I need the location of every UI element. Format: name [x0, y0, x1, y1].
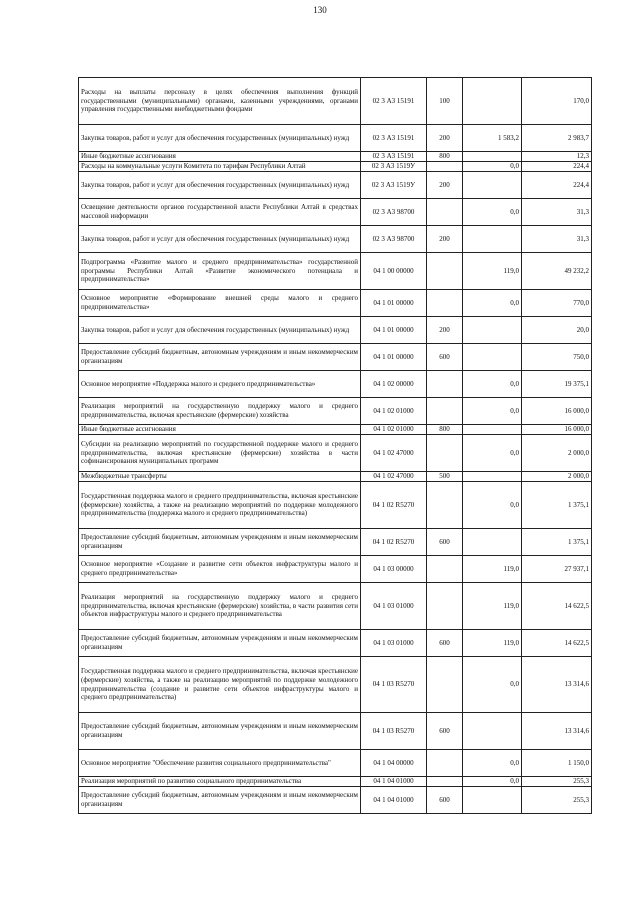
budget-table	[78, 77, 592, 814]
row-name-cell: Подпрограмма «Развитие малого и среднего предпринимательства» государственной программы Республики Алтай «Развитие экономического потенциала и предпринимательства»	[79, 253, 361, 290]
row-code-cell: 02 3 А3 15191	[361, 125, 427, 152]
row-expense-type-cell: 200	[427, 172, 463, 199]
row-name-cell: Основное мероприятие "Обеспечение развития социального предпринимательства"	[79, 750, 361, 777]
table-row	[79, 125, 592, 152]
row-code-cell: 04 1 03 R5270	[361, 713, 427, 750]
row-name-cell: Основное мероприятие «Создание и развитие сети объектов инфраструктуры малого и среднего предпринимательства»	[79, 556, 361, 583]
row-expense-type-cell: 600	[427, 713, 463, 750]
row-amount-2-cell: 13 314,6	[522, 713, 592, 750]
row-name-cell: Освещение деятельности органов государственной власти Республики Алтай в средствах массовой информации	[79, 199, 361, 226]
row-amount-1-cell: 119,0	[463, 630, 522, 657]
row-code-cell: 04 1 01 00000	[361, 290, 427, 317]
row-expense-type-cell: 600	[427, 630, 463, 657]
row-name-cell: Предоставление субсидий бюджетным, автономным учреждениям и иным некоммерческим организациям	[79, 713, 361, 750]
row-expense-type-cell: 800	[427, 425, 463, 435]
row-amount-2-cell: 2 983,7	[522, 125, 592, 152]
row-amount-2-cell: 14 622,5	[522, 630, 592, 657]
row-expense-type-cell	[427, 777, 463, 787]
row-name-cell: Расходы на коммунальные услуги Комитета по тарифам Республики Алтай	[79, 162, 361, 172]
row-amount-1-cell	[463, 317, 522, 344]
row-expense-type-cell	[427, 253, 463, 290]
table-row	[79, 787, 592, 814]
row-amount-2-cell: 13 314,6	[522, 657, 592, 713]
row-code-cell: 04 1 03 01000	[361, 630, 427, 657]
row-amount-1-cell	[463, 713, 522, 750]
row-amount-1-cell: 119,0	[463, 583, 522, 630]
row-code-cell: 02 3 А3 15191	[361, 78, 427, 125]
row-amount-1-cell: 0,0	[463, 398, 522, 425]
row-expense-type-cell	[427, 371, 463, 398]
row-amount-2-cell: 27 937,1	[522, 556, 592, 583]
row-amount-1-cell: 0,0	[463, 199, 522, 226]
table-row	[79, 290, 592, 317]
row-name-cell: Реализация мероприятий на государственную поддержку малого и среднего предпринимательства, включая крестьянские (фермерские) хозяйства	[79, 398, 361, 425]
row-amount-1-cell	[463, 787, 522, 814]
row-code-cell: 04 1 02 R5270	[361, 482, 427, 529]
row-code-cell: 02 3 А3 98700	[361, 199, 427, 226]
row-amount-1-cell: 119,0	[463, 556, 522, 583]
row-code-cell: 04 1 00 00000	[361, 253, 427, 290]
row-amount-1-cell: 0,0	[463, 657, 522, 713]
row-code-cell: 04 1 04 00000	[361, 750, 427, 777]
page-number: 130	[313, 5, 327, 15]
table-row	[79, 253, 592, 290]
row-amount-2-cell: 750,0	[522, 344, 592, 371]
row-amount-1-cell	[463, 529, 522, 556]
row-expense-type-cell: 100	[427, 78, 463, 125]
row-amount-1-cell	[463, 425, 522, 435]
row-expense-type-cell	[427, 290, 463, 317]
table-row	[79, 777, 592, 787]
row-expense-type-cell	[427, 583, 463, 630]
row-code-cell: 02 3 А3 98700	[361, 226, 427, 253]
table-row	[79, 398, 592, 425]
table-row	[79, 482, 592, 529]
row-expense-type-cell	[427, 750, 463, 777]
table-row	[79, 529, 592, 556]
row-name-cell: Реализация мероприятий по развитию социального предпринимательства	[79, 777, 361, 787]
table-row	[79, 472, 592, 482]
row-name-cell: Предоставление субсидий бюджетным, автономным учреждениям и иным некоммерческим организациям	[79, 787, 361, 814]
row-code-cell: 04 1 03 R5270	[361, 657, 427, 713]
row-amount-2-cell: 49 232,2	[522, 253, 592, 290]
row-expense-type-cell: 500	[427, 472, 463, 482]
table-row	[79, 750, 592, 777]
row-expense-type-cell: 800	[427, 152, 463, 162]
row-code-cell: 04 1 04 01000	[361, 787, 427, 814]
row-amount-1-cell: 0,0	[463, 162, 522, 172]
row-amount-2-cell: 19 375,1	[522, 371, 592, 398]
row-name-cell: Межбюджетные трансферты	[79, 472, 361, 482]
row-amount-2-cell: 255,3	[522, 777, 592, 787]
row-code-cell: 04 1 03 00000	[361, 556, 427, 583]
row-name-cell: Государственная поддержка малого и среднего предпринимательства, включая крестьянские (фермерские) хозяйства, а также на реализацию мероприятий по поддержке молодежного предпринимательства (поддержка малого и среднего предпринимательства)	[79, 482, 361, 529]
row-name-cell: Субсидии на реализацию мероприятий по государственной поддержке малого и среднего предпринимательства, включая крестьянские (фермерские) хозяйства в части софинансирования муниципальных программ	[79, 435, 361, 472]
row-amount-2-cell: 1 150,0	[522, 750, 592, 777]
row-amount-1-cell: 0,0	[463, 290, 522, 317]
row-amount-1-cell: 0,0	[463, 482, 522, 529]
table-row	[79, 630, 592, 657]
row-expense-type-cell: 600	[427, 529, 463, 556]
table-row	[79, 172, 592, 199]
row-name-cell: Предоставление субсидий бюджетным, автономным учреждениям и иным некоммерческим организациям	[79, 630, 361, 657]
row-expense-type-cell	[427, 435, 463, 472]
row-expense-type-cell: 200	[427, 226, 463, 253]
row-amount-1-cell	[463, 226, 522, 253]
row-name-cell: Основное мероприятие «Формирование внешней среды малого и среднего предпринимательства»	[79, 290, 361, 317]
row-expense-type-cell	[427, 162, 463, 172]
row-amount-1-cell: 1 583,2	[463, 125, 522, 152]
row-name-cell: Расходы на выплаты персоналу в целях обеспечения выполнения функций государственными (муниципальными) органами, казенными учреждениями, органами управления государственными внебюджетными фондами	[79, 78, 361, 125]
row-amount-2-cell: 224,4	[522, 162, 592, 172]
row-expense-type-cell	[427, 398, 463, 425]
row-expense-type-cell: 600	[427, 344, 463, 371]
table-row	[79, 425, 592, 435]
row-amount-1-cell	[463, 172, 522, 199]
row-code-cell: 04 1 01 00000	[361, 317, 427, 344]
row-code-cell: 02 3 А3 1519У	[361, 162, 427, 172]
table-row	[79, 162, 592, 172]
row-code-cell: 04 1 01 00000	[361, 344, 427, 371]
row-name-cell: Государственная поддержка малого и среднего предпринимательства, включая крестьянские (фермерские) хозяйства, а также на реализацию мероприятий по поддержке молодежного предпринимательства (создание и развитие сети объектов инфраструктуры малого и среднего предпринимательства)	[79, 657, 361, 713]
row-amount-1-cell	[463, 472, 522, 482]
row-code-cell: 04 1 03 01000	[361, 583, 427, 630]
row-code-cell: 02 3 А3 15191	[361, 152, 427, 162]
table-row	[79, 435, 592, 472]
row-amount-1-cell	[463, 344, 522, 371]
row-amount-1-cell	[463, 152, 522, 162]
row-amount-2-cell: 224,4	[522, 172, 592, 199]
table-row	[79, 344, 592, 371]
table-row	[79, 556, 592, 583]
row-amount-1-cell: 0,0	[463, 435, 522, 472]
row-amount-1-cell: 0,0	[463, 750, 522, 777]
row-code-cell: 02 3 А3 1519У	[361, 172, 427, 199]
row-amount-2-cell: 2 000,0	[522, 472, 592, 482]
row-expense-type-cell: 600	[427, 787, 463, 814]
row-amount-2-cell: 770,0	[522, 290, 592, 317]
row-code-cell: 04 1 02 47000	[361, 435, 427, 472]
row-amount-2-cell: 20,0	[522, 317, 592, 344]
table-row	[79, 371, 592, 398]
row-name-cell: Основное мероприятие «Поддержка малого и среднего предпринимательства»	[79, 371, 361, 398]
row-code-cell: 04 1 04 01000	[361, 777, 427, 787]
row-amount-2-cell: 1 375,1	[522, 529, 592, 556]
row-amount-2-cell: 12,3	[522, 152, 592, 162]
row-name-cell: Закупка товаров, работ и услуг для обеспечения государственных (муниципальных) нужд	[79, 226, 361, 253]
table-row	[79, 713, 592, 750]
table-row	[79, 199, 592, 226]
row-name-cell: Закупка товаров, работ и услуг для обеспечения государственных (муниципальных) нужд	[79, 317, 361, 344]
row-amount-1-cell	[463, 78, 522, 125]
row-name-cell: Предоставление субсидий бюджетным, автономным учреждениям и иным некоммерческим организациям	[79, 529, 361, 556]
table-row	[79, 226, 592, 253]
row-code-cell: 04 1 02 00000	[361, 371, 427, 398]
row-expense-type-cell	[427, 556, 463, 583]
row-name-cell: Предоставление субсидий бюджетным, автономным учреждениям и иным некоммерческим организациям	[79, 344, 361, 371]
row-name-cell: Иные бюджетные ассигнования	[79, 152, 361, 162]
table-row	[79, 657, 592, 713]
row-amount-2-cell: 1 375,1	[522, 482, 592, 529]
row-amount-2-cell: 170,0	[522, 78, 592, 125]
table-row	[79, 317, 592, 344]
row-amount-2-cell: 255,3	[522, 787, 592, 814]
row-name-cell: Закупка товаров, работ и услуг для обеспечения государственных (муниципальных) нужд	[79, 125, 361, 152]
row-name-cell: Реализация мероприятий на государственную поддержку малого и среднего предпринимательства, включая крестьянские (фермерские) хозяйства, в части развития сети объектов инфраструктуры малого и среднего предпринимательства	[79, 583, 361, 630]
row-amount-1-cell: 0,0	[463, 777, 522, 787]
row-expense-type-cell	[427, 657, 463, 713]
row-code-cell: 04 1 02 01000	[361, 398, 427, 425]
row-amount-2-cell: 31,3	[522, 199, 592, 226]
row-expense-type-cell: 200	[427, 317, 463, 344]
row-code-cell: 04 1 02 R5270	[361, 529, 427, 556]
table-row	[79, 78, 592, 125]
row-expense-type-cell: 200	[427, 125, 463, 152]
row-expense-type-cell	[427, 199, 463, 226]
row-amount-2-cell: 2 000,0	[522, 435, 592, 472]
row-code-cell: 04 1 02 47000	[361, 472, 427, 482]
row-amount-1-cell: 119,0	[463, 253, 522, 290]
row-amount-2-cell: 16 000,0	[522, 398, 592, 425]
budget-table-body	[79, 78, 592, 814]
table-row	[79, 152, 592, 162]
row-amount-2-cell: 14 622,5	[522, 583, 592, 630]
row-amount-2-cell: 31,3	[522, 226, 592, 253]
row-amount-1-cell: 0,0	[463, 371, 522, 398]
row-expense-type-cell	[427, 482, 463, 529]
table-row	[79, 583, 592, 630]
row-code-cell: 04 1 02 01000	[361, 425, 427, 435]
row-name-cell: Закупка товаров, работ и услуг для обеспечения государственных (муниципальных) нужд	[79, 172, 361, 199]
row-name-cell: Иные бюджетные ассигнования	[79, 425, 361, 435]
row-amount-2-cell: 16 000,0	[522, 425, 592, 435]
